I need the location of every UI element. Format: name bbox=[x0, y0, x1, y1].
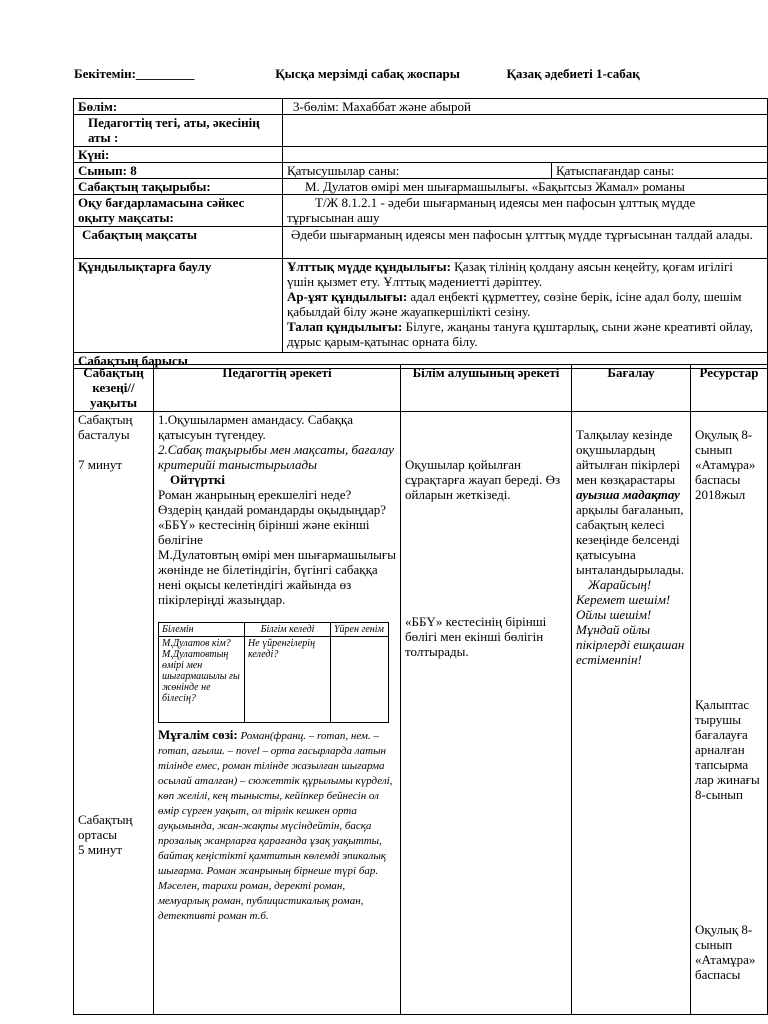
values-1-text: Қазақ тілінің қолдану аясын кеңейту, қоғам игілігі үшін қызмет ету. Ұлттық мәдениетті дәріптеу. bbox=[287, 259, 733, 289]
resource-cell bbox=[691, 412, 768, 1015]
teacher-value bbox=[283, 115, 768, 147]
kwl-head-know: Білемін bbox=[159, 623, 245, 637]
info-table bbox=[73, 98, 768, 369]
kwl-cell-want: Не үйренгілерің келеді? bbox=[245, 637, 331, 723]
eval-cell bbox=[572, 412, 691, 1015]
stage-middle-name: Сабақтың ортасы bbox=[78, 812, 133, 842]
stage-start-name: Сабақтың басталуы bbox=[78, 412, 133, 442]
col-resource: Ресурстар bbox=[691, 365, 768, 412]
values-cell bbox=[283, 259, 768, 353]
teacher-action-cell bbox=[154, 412, 401, 1015]
values-2-title: Ар-ұят құндылығы: bbox=[287, 289, 408, 304]
col-student: Білім алушының әрекеті bbox=[401, 365, 572, 412]
plan-title: Қысқа мерзімді сабақ жоспары bbox=[275, 66, 460, 81]
speech-text: Роман(франц. – roman, нем. – roman, ағылш. – novel – орта ғасырларда латын тілінде емес, роман тілінде жазылған шығарма осылай аталған) – сюжеттік құрылымы күрделі, көп желілі, кең тынысты, кейіпкер бейнесін ол өмір сүрген уақыт, ол тірлік кешкен орта ауқымында, жан-жақты мүсіндейтін, басқа прозалық жанрларға қарағанда ұзақ уақытты, байтақ кеңістікті қамтитын көлемді эпикалық шығарма. Роман жанрының бірнеше түрі бар. Мәселен, тарихи роман, деректі роман, мемуарлық роман, публицистикалық роман, детективті роман т.б. bbox=[158, 730, 393, 922]
resource-3: Оқулық 8-сынып «Атамұра» баспасы bbox=[695, 922, 756, 982]
values-label: Құндылықтарға баулу bbox=[74, 259, 283, 353]
values-3-text: Білуге, жаңаны тануға құштарлық, сыни және креативті ойлау, дұрыс қарым-қатынас орната білу. bbox=[287, 319, 753, 349]
resource-1: Оқулық 8-сынып «Атамұра» баспасы 2018жыл bbox=[695, 427, 756, 502]
course-table bbox=[73, 364, 768, 1015]
col-stage: Сабақтың кезеңі// уақыты bbox=[74, 365, 154, 412]
stage-start-time: 7 минут bbox=[78, 457, 123, 472]
document-header bbox=[74, 66, 640, 82]
kwl-head-learned: Үйрен генім bbox=[331, 623, 389, 637]
section-label: Бөлім: bbox=[74, 99, 283, 115]
date-value bbox=[283, 147, 768, 163]
eval-text-2: арқылы бағаланып, сабақтың келесі кезеңінде белсенді қатысуына ынталандырылады. bbox=[576, 502, 685, 577]
eval-text: Талқылау кезінде оқушылардың айтылған пікірлері мен көзқарастары bbox=[576, 427, 681, 487]
speech-title: Мұғалім сөзі: bbox=[158, 727, 238, 742]
col-teacher: Педагогтің әрекеті bbox=[154, 365, 401, 412]
warmup-title: Ойтүрткі bbox=[170, 472, 226, 487]
student-action-cell bbox=[401, 412, 572, 1015]
question-1: Роман жанрының ерекшелігі неде? Өздерің қандай романдарды оқыдыңдар? bbox=[158, 487, 387, 517]
kwl-cell-learned bbox=[331, 637, 389, 723]
teacher-line-1: 1.Оқушылармен амандасу. Сабаққа қатысуын түгендеу. bbox=[158, 412, 354, 442]
present-label: Қатысушылар саны: bbox=[283, 163, 552, 179]
question-3: М.Дулатовтың өмірі мен шығармашылығы жөнінде не білетіндігін, бүгінгі сабаққа нені оқысы келетіндігі жайында өз пікірлеріңді жазыңдар. bbox=[158, 547, 396, 607]
eval-bold: ауызша мадақтау bbox=[576, 487, 680, 502]
kwl-head-want: Білгім келеді bbox=[245, 623, 331, 637]
subject-title: Қазақ әдебиеті 1-сабақ bbox=[506, 66, 640, 81]
goal-label: Сабақтың мақсаты bbox=[74, 227, 283, 259]
student-action-1: Оқушылар қойылған сұрақтарға жауап береді. Өз ойларын жеткізеді. bbox=[405, 457, 561, 502]
question-2: «ББҮ» кестесінің бірінші және екінші бөлігіне bbox=[158, 517, 370, 547]
col-eval: Бағалау bbox=[572, 365, 691, 412]
resource-2: Қалыптас тырушы бағалауға арналған тапсырма лар жинағы 8-сынып bbox=[695, 697, 760, 802]
kwl-table bbox=[158, 622, 389, 723]
topic-value: М. Дулатов өмірі мен шығармашылығы. «Бақытсыз Жамал» романы bbox=[283, 179, 768, 195]
stage-middle-time: 5 минут bbox=[78, 842, 123, 857]
teacher-speech bbox=[158, 727, 396, 924]
values-2-text: адал еңбекті құрметтеу, сөзіне берік, ісіне адал болу, шешім қабылдай білу және жауапкершілікті сезіну. bbox=[287, 289, 742, 319]
student-action-2: «ББҮ» кестесінің бірінші бөлігі мен екінші бөлігін толтырады. bbox=[405, 614, 547, 659]
kwl-cell-know: М.Дулатов кім? М.Дулатовтың өмірі мен шығармашылы ғы жөнінде не білесің? bbox=[159, 637, 245, 723]
section-value: 3-бөлім: Махаббат және абырой bbox=[283, 99, 768, 115]
absent-label: Қатыспағандар саны: bbox=[552, 163, 768, 179]
eval-praise: Жарайсың! Керемет шешім! Ойлы шешім! Мұндай ойлы пікірлерді ешқашан естіменпін! bbox=[576, 577, 685, 667]
goal-value: Әдеби шығарманың идеясы мен пафосын ұлттық мүдде тұрғысынан талдай алады. bbox=[283, 227, 768, 259]
values-1-title: Ұлттық мүдде құндылығы: bbox=[287, 259, 451, 274]
objectives-value: Т/Ж 8.1.2.1 - әдеби шығарманың идеясы мен пафосын ұлттық мүдде тұрғысынан ашу bbox=[283, 195, 768, 227]
teacher-label: Педагогтің тегі, аты, әкесінің аты : bbox=[74, 115, 283, 147]
course-title: Сабақтың барысы bbox=[74, 353, 768, 369]
values-3-title: Талап құндылығы: bbox=[287, 319, 403, 334]
topic-label: Сабақтың тақырыбы: bbox=[74, 179, 283, 195]
objectives-label: Оқу бағдарламасына сәйкес оқыту мақсаты: bbox=[74, 195, 283, 227]
stage-cell bbox=[74, 412, 154, 1015]
date-label: Күні: bbox=[74, 147, 283, 163]
teacher-line-2: 2.Сабақ тақырыбы мен мақсаты, бағалау критерийі таныстырылады bbox=[158, 442, 395, 472]
class-label: Сынып: 8 bbox=[74, 163, 283, 179]
approve-label: Бекітемін:_________ bbox=[74, 66, 195, 81]
